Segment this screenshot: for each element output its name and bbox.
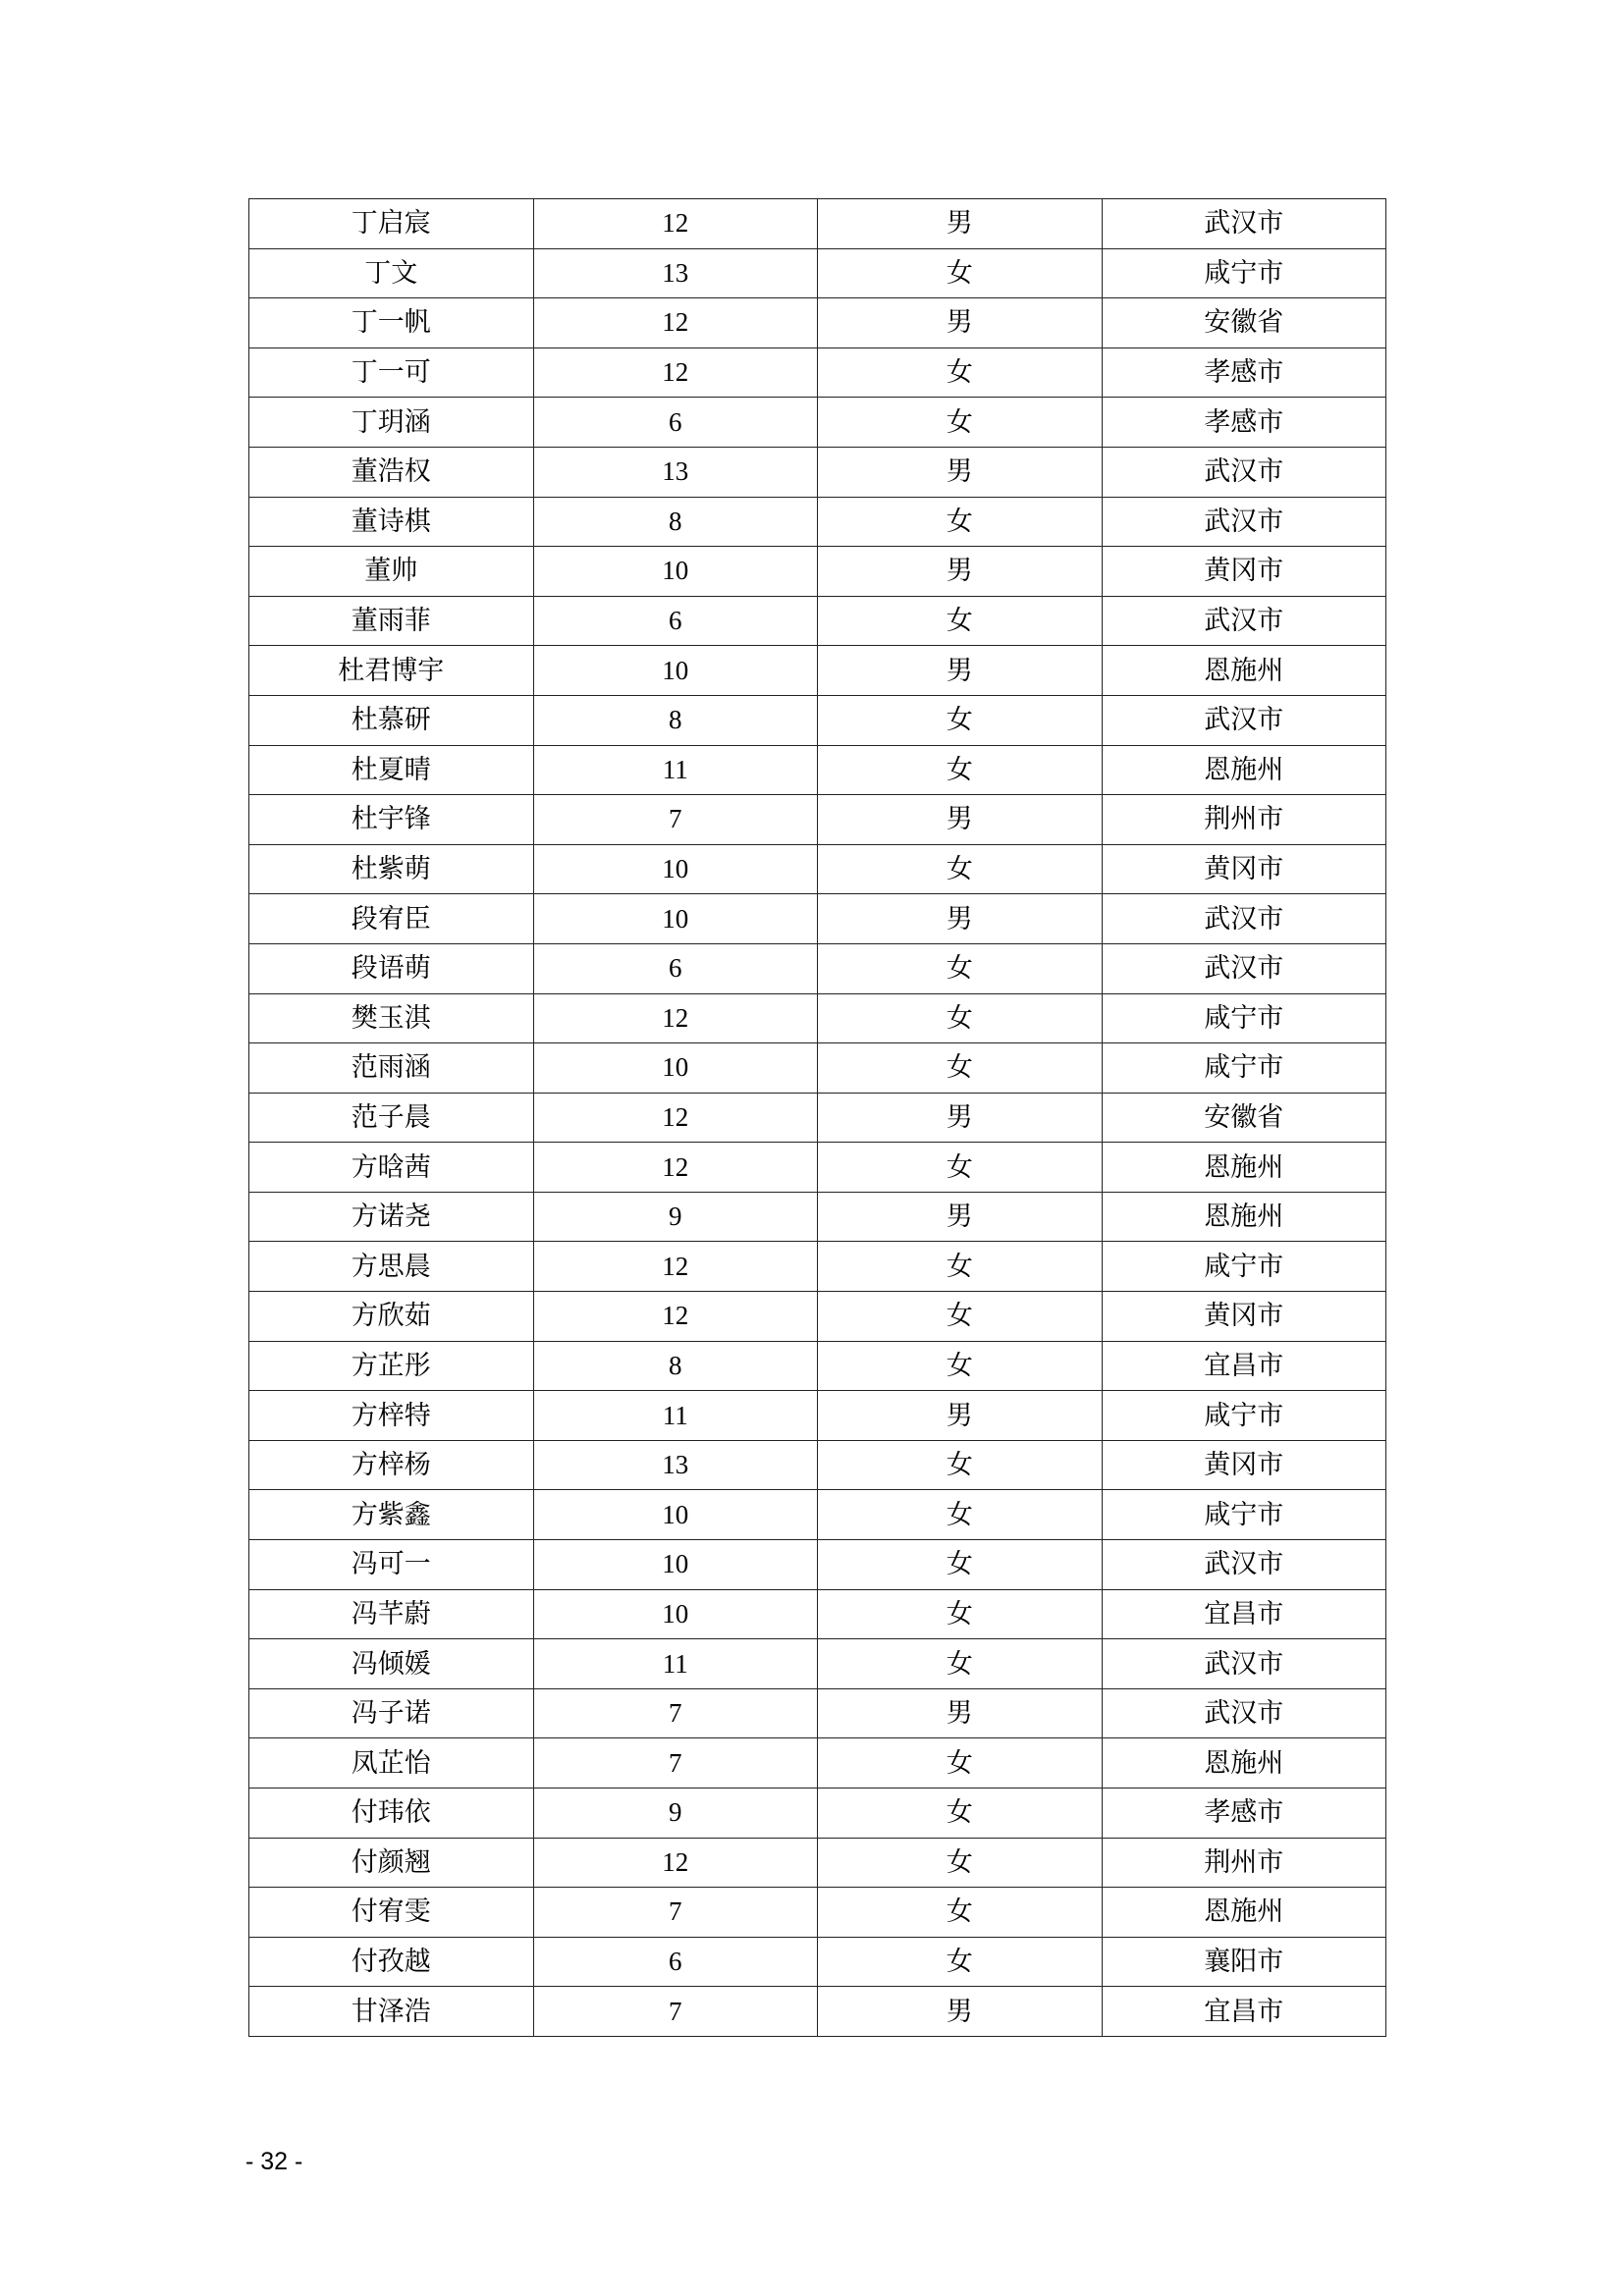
table-row bbox=[249, 1987, 1386, 2037]
name-cell: 杜宇锋 bbox=[249, 795, 534, 845]
table-row bbox=[249, 1391, 1386, 1441]
age-cell: 10 bbox=[533, 1540, 818, 1590]
table-row bbox=[249, 1093, 1386, 1143]
age-cell: 8 bbox=[533, 497, 818, 547]
gender-cell: 女 bbox=[818, 1143, 1103, 1193]
age-cell: 10 bbox=[533, 1589, 818, 1639]
name-cell: 董帅 bbox=[249, 547, 534, 597]
gender-cell: 男 bbox=[818, 1391, 1103, 1441]
gender-cell: 女 bbox=[818, 943, 1103, 993]
name-cell: 董雨菲 bbox=[249, 596, 534, 646]
name-cell: 杜慕研 bbox=[249, 695, 534, 745]
table-row bbox=[249, 447, 1386, 497]
name-cell: 樊玉淇 bbox=[249, 993, 534, 1043]
gender-cell: 女 bbox=[818, 1937, 1103, 1987]
gender-cell: 女 bbox=[818, 347, 1103, 398]
gender-cell: 男 bbox=[818, 795, 1103, 845]
region-cell: 宜昌市 bbox=[1102, 1987, 1386, 2037]
gender-cell: 女 bbox=[818, 248, 1103, 298]
gender-cell: 女 bbox=[818, 1341, 1103, 1391]
region-cell: 宜昌市 bbox=[1102, 1589, 1386, 1639]
table-row bbox=[249, 547, 1386, 597]
name-cell: 丁玥涵 bbox=[249, 398, 534, 448]
name-cell: 方欣茹 bbox=[249, 1292, 534, 1342]
region-cell: 武汉市 bbox=[1102, 497, 1386, 547]
age-cell: 12 bbox=[533, 1292, 818, 1342]
age-cell: 12 bbox=[533, 298, 818, 348]
name-cell: 方诺尧 bbox=[249, 1192, 534, 1242]
table-row bbox=[249, 1292, 1386, 1342]
region-cell: 咸宁市 bbox=[1102, 993, 1386, 1043]
region-cell: 武汉市 bbox=[1102, 447, 1386, 497]
age-cell: 6 bbox=[533, 596, 818, 646]
gender-cell: 女 bbox=[818, 398, 1103, 448]
age-cell: 12 bbox=[533, 1093, 818, 1143]
table-row bbox=[249, 1589, 1386, 1639]
name-cell: 方晗茜 bbox=[249, 1143, 534, 1193]
age-cell: 10 bbox=[533, 1043, 818, 1094]
gender-cell: 女 bbox=[818, 1838, 1103, 1888]
age-cell: 8 bbox=[533, 1341, 818, 1391]
name-cell: 丁文 bbox=[249, 248, 534, 298]
age-cell: 8 bbox=[533, 695, 818, 745]
table-row bbox=[249, 596, 1386, 646]
region-cell: 恩施州 bbox=[1102, 1192, 1386, 1242]
region-cell: 武汉市 bbox=[1102, 1639, 1386, 1689]
age-cell: 12 bbox=[533, 993, 818, 1043]
name-cell: 凤芷怡 bbox=[249, 1738, 534, 1789]
region-cell: 武汉市 bbox=[1102, 894, 1386, 944]
gender-cell: 女 bbox=[818, 1043, 1103, 1094]
gender-cell: 女 bbox=[818, 1589, 1103, 1639]
table-row bbox=[249, 695, 1386, 745]
region-cell: 武汉市 bbox=[1102, 1540, 1386, 1590]
name-cell: 冯倾媛 bbox=[249, 1639, 534, 1689]
region-cell: 咸宁市 bbox=[1102, 248, 1386, 298]
age-cell: 6 bbox=[533, 398, 818, 448]
age-cell: 10 bbox=[533, 646, 818, 696]
region-cell: 荆州市 bbox=[1102, 795, 1386, 845]
table-row bbox=[249, 1192, 1386, 1242]
age-cell: 10 bbox=[533, 1490, 818, 1540]
gender-cell: 女 bbox=[818, 745, 1103, 795]
table-row bbox=[249, 894, 1386, 944]
gender-cell: 女 bbox=[818, 1789, 1103, 1839]
name-cell: 方梓特 bbox=[249, 1391, 534, 1441]
age-cell: 9 bbox=[533, 1789, 818, 1839]
table-row bbox=[249, 1937, 1386, 1987]
table-row bbox=[249, 1639, 1386, 1689]
gender-cell: 女 bbox=[818, 695, 1103, 745]
age-cell: 13 bbox=[533, 1440, 818, 1490]
age-cell: 12 bbox=[533, 1242, 818, 1292]
name-cell: 冯可一 bbox=[249, 1540, 534, 1590]
age-cell: 11 bbox=[533, 745, 818, 795]
gender-cell: 女 bbox=[818, 993, 1103, 1043]
gender-cell: 女 bbox=[818, 1490, 1103, 1540]
region-cell: 荆州市 bbox=[1102, 1838, 1386, 1888]
gender-cell: 女 bbox=[818, 1540, 1103, 1590]
region-cell: 武汉市 bbox=[1102, 596, 1386, 646]
table-row bbox=[249, 1540, 1386, 1590]
table-row bbox=[249, 1490, 1386, 1540]
gender-cell: 女 bbox=[818, 1242, 1103, 1292]
gender-cell: 男 bbox=[818, 447, 1103, 497]
table-row bbox=[249, 1341, 1386, 1391]
table-row bbox=[249, 745, 1386, 795]
region-cell: 宜昌市 bbox=[1102, 1341, 1386, 1391]
region-cell: 武汉市 bbox=[1102, 1688, 1386, 1738]
name-cell: 冯芊蔚 bbox=[249, 1589, 534, 1639]
gender-cell: 女 bbox=[818, 596, 1103, 646]
region-cell: 咸宁市 bbox=[1102, 1242, 1386, 1292]
gender-cell: 女 bbox=[818, 1888, 1103, 1938]
age-cell: 13 bbox=[533, 248, 818, 298]
name-cell: 冯子诺 bbox=[249, 1688, 534, 1738]
age-cell: 12 bbox=[533, 1838, 818, 1888]
name-cell: 方梓杨 bbox=[249, 1440, 534, 1490]
name-cell: 甘泽浩 bbox=[249, 1987, 534, 2037]
table-row bbox=[249, 248, 1386, 298]
table-row bbox=[249, 1242, 1386, 1292]
region-cell: 恩施州 bbox=[1102, 1143, 1386, 1193]
gender-cell: 男 bbox=[818, 894, 1103, 944]
region-cell: 武汉市 bbox=[1102, 943, 1386, 993]
table-row bbox=[249, 993, 1386, 1043]
table-row bbox=[249, 199, 1386, 249]
age-cell: 7 bbox=[533, 1738, 818, 1789]
region-cell: 恩施州 bbox=[1102, 1888, 1386, 1938]
table-row bbox=[249, 1738, 1386, 1789]
table-row bbox=[249, 1143, 1386, 1193]
name-cell: 董诗棋 bbox=[249, 497, 534, 547]
region-cell: 武汉市 bbox=[1102, 199, 1386, 249]
region-cell: 黄冈市 bbox=[1102, 547, 1386, 597]
gender-cell: 女 bbox=[818, 1639, 1103, 1689]
table-row bbox=[249, 398, 1386, 448]
name-cell: 范雨涵 bbox=[249, 1043, 534, 1094]
age-cell: 7 bbox=[533, 795, 818, 845]
gender-cell: 女 bbox=[818, 1292, 1103, 1342]
region-cell: 恩施州 bbox=[1102, 646, 1386, 696]
age-cell: 7 bbox=[533, 1987, 818, 2037]
name-cell: 方紫鑫 bbox=[249, 1490, 534, 1540]
age-cell: 6 bbox=[533, 943, 818, 993]
gender-cell: 男 bbox=[818, 199, 1103, 249]
gender-cell: 男 bbox=[818, 1987, 1103, 2037]
name-cell: 董浩权 bbox=[249, 447, 534, 497]
name-cell: 段语萌 bbox=[249, 943, 534, 993]
gender-cell: 男 bbox=[818, 1192, 1103, 1242]
table-row bbox=[249, 347, 1386, 398]
table-row bbox=[249, 646, 1386, 696]
region-cell: 黄冈市 bbox=[1102, 1292, 1386, 1342]
region-cell: 孝感市 bbox=[1102, 398, 1386, 448]
age-cell: 12 bbox=[533, 1143, 818, 1193]
region-cell: 黄冈市 bbox=[1102, 1440, 1386, 1490]
gender-cell: 男 bbox=[818, 646, 1103, 696]
gender-cell: 男 bbox=[818, 298, 1103, 348]
name-cell: 杜夏晴 bbox=[249, 745, 534, 795]
region-cell: 恩施州 bbox=[1102, 745, 1386, 795]
gender-cell: 女 bbox=[818, 1738, 1103, 1789]
roster-table bbox=[248, 198, 1386, 2037]
page-number: - 32 - bbox=[245, 2148, 303, 2175]
roster-table-body bbox=[249, 199, 1386, 2037]
age-cell: 11 bbox=[533, 1639, 818, 1689]
gender-cell: 男 bbox=[818, 547, 1103, 597]
age-cell: 13 bbox=[533, 447, 818, 497]
table-row bbox=[249, 795, 1386, 845]
name-cell: 丁一帆 bbox=[249, 298, 534, 348]
region-cell: 咸宁市 bbox=[1102, 1043, 1386, 1094]
name-cell: 段宥臣 bbox=[249, 894, 534, 944]
gender-cell: 男 bbox=[818, 1688, 1103, 1738]
name-cell: 方思晨 bbox=[249, 1242, 534, 1292]
region-cell: 孝感市 bbox=[1102, 1789, 1386, 1839]
name-cell: 付宥雯 bbox=[249, 1888, 534, 1938]
gender-cell: 女 bbox=[818, 1440, 1103, 1490]
table-row bbox=[249, 1688, 1386, 1738]
region-cell: 孝感市 bbox=[1102, 347, 1386, 398]
table-row bbox=[249, 844, 1386, 894]
region-cell: 武汉市 bbox=[1102, 695, 1386, 745]
name-cell: 方芷彤 bbox=[249, 1341, 534, 1391]
gender-cell: 男 bbox=[818, 1093, 1103, 1143]
name-cell: 杜紫萌 bbox=[249, 844, 534, 894]
table-row bbox=[249, 1789, 1386, 1839]
age-cell: 12 bbox=[533, 199, 818, 249]
region-cell: 咸宁市 bbox=[1102, 1490, 1386, 1540]
name-cell: 杜君博宇 bbox=[249, 646, 534, 696]
age-cell: 9 bbox=[533, 1192, 818, 1242]
table-row bbox=[249, 943, 1386, 993]
age-cell: 6 bbox=[533, 1937, 818, 1987]
table-row bbox=[249, 1838, 1386, 1888]
age-cell: 7 bbox=[533, 1688, 818, 1738]
name-cell: 丁启宸 bbox=[249, 199, 534, 249]
name-cell: 付玮依 bbox=[249, 1789, 534, 1839]
age-cell: 7 bbox=[533, 1888, 818, 1938]
region-cell: 安徽省 bbox=[1102, 1093, 1386, 1143]
name-cell: 付孜越 bbox=[249, 1937, 534, 1987]
age-cell: 10 bbox=[533, 547, 818, 597]
name-cell: 范子晨 bbox=[249, 1093, 534, 1143]
name-cell: 丁一可 bbox=[249, 347, 534, 398]
table-row bbox=[249, 298, 1386, 348]
region-cell: 襄阳市 bbox=[1102, 1937, 1386, 1987]
age-cell: 10 bbox=[533, 844, 818, 894]
age-cell: 10 bbox=[533, 894, 818, 944]
gender-cell: 女 bbox=[818, 497, 1103, 547]
gender-cell: 女 bbox=[818, 844, 1103, 894]
name-cell: 付颜翘 bbox=[249, 1838, 534, 1888]
table-row bbox=[249, 497, 1386, 547]
age-cell: 12 bbox=[533, 347, 818, 398]
region-cell: 恩施州 bbox=[1102, 1738, 1386, 1789]
table-row bbox=[249, 1043, 1386, 1094]
age-cell: 11 bbox=[533, 1391, 818, 1441]
table-row bbox=[249, 1888, 1386, 1938]
table-row bbox=[249, 1440, 1386, 1490]
region-cell: 安徽省 bbox=[1102, 298, 1386, 348]
region-cell: 咸宁市 bbox=[1102, 1391, 1386, 1441]
region-cell: 黄冈市 bbox=[1102, 844, 1386, 894]
